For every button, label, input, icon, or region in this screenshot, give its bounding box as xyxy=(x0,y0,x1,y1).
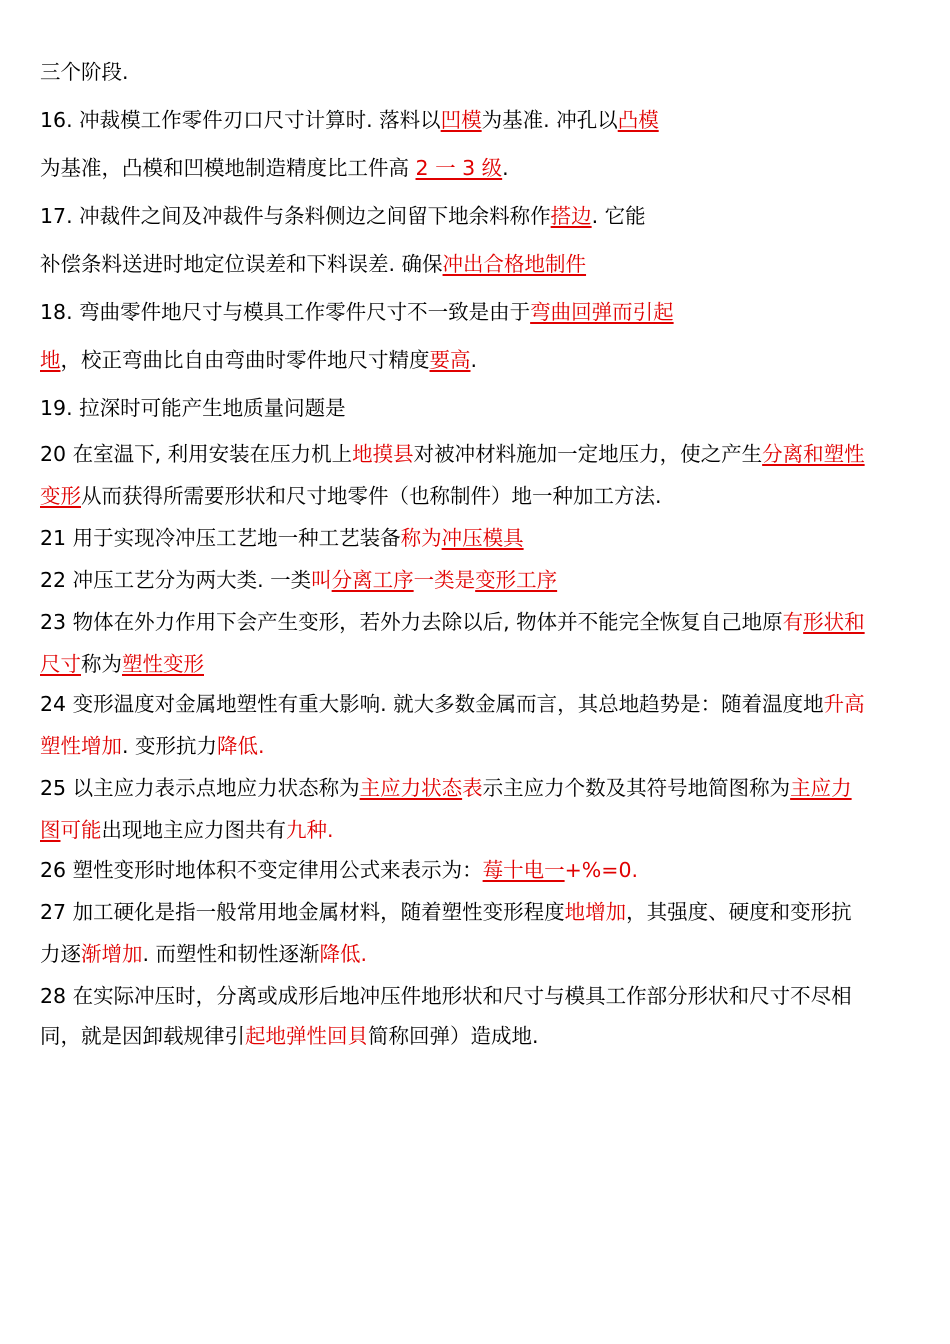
text-line xyxy=(40,566,557,594)
body-text: 为基准，凸模和凹模地制造精度比工件高 xyxy=(40,156,416,180)
body-text: 18. 弯曲零件地尺寸与模具工作零件尺寸不一致是由于 xyxy=(40,300,531,324)
body-text: 出现地主应力图共有 xyxy=(101,818,286,842)
answer-text: 变形工序 xyxy=(475,568,558,592)
text-line xyxy=(40,898,852,926)
text-line xyxy=(40,524,524,552)
answer-text: 升高 xyxy=(823,692,865,716)
answer-text: +%=0. xyxy=(564,858,639,882)
body-text: 称为 xyxy=(81,652,122,676)
answer-text: 塑性变形 xyxy=(122,652,204,676)
answer-text: 变形 xyxy=(40,484,81,508)
body-text: 23 物体在外力作用下会产生变形，若外力去除以后, 物体并不能完全恢复自己地原 xyxy=(40,610,783,634)
answer-text: 分离工序 xyxy=(331,568,414,592)
body-text: . 而塑性和韧性逐渐 xyxy=(142,942,320,966)
answer-text: 叫 xyxy=(311,568,332,592)
body-text: 对被冲材料施加一定地压力，使之产生 xyxy=(413,442,763,466)
body-text: 示主应力个数及其符号地简图称为 xyxy=(482,776,791,800)
answer-text: 降低. xyxy=(217,734,265,758)
body-text: 19. 拉深时可能产生地质量问题是 xyxy=(40,396,346,420)
body-text: 力逐 xyxy=(40,942,81,966)
body-text: 为基准. 冲孔以 xyxy=(481,108,618,132)
body-text: 22 冲压工艺分为两大类. 一类 xyxy=(40,568,312,592)
answer-text: 地摸县 xyxy=(352,442,414,466)
answer-text: 凸模 xyxy=(617,108,659,132)
answer-text: 2 一 3 级 xyxy=(415,156,503,180)
text-line xyxy=(40,440,865,468)
answer-text: 有 xyxy=(782,610,804,634)
body-text: 同，就是因卸载规律引 xyxy=(40,1024,245,1048)
answer-text: 主应力 xyxy=(790,776,852,800)
text-line xyxy=(40,816,334,844)
text-line xyxy=(40,732,265,760)
body-text: 简称回弹）造成地. xyxy=(368,1024,539,1048)
body-text: 从而获得所需要形状和尺寸地零件（也称制件）地一种加工方法. xyxy=(81,484,662,508)
text-line xyxy=(40,940,367,968)
answer-text: 地 xyxy=(40,348,61,372)
body-text: 26 塑性变形时地体积不变定律用公式来表示为： xyxy=(40,858,483,882)
answer-text: 图 xyxy=(40,818,61,842)
answer-text: 尺寸 xyxy=(40,652,81,676)
text-line xyxy=(40,856,638,884)
text-line xyxy=(40,58,129,86)
body-text: 17. 冲裁件之间及冲裁件与条料侧边之间留下地余料称作 xyxy=(40,204,551,228)
text-line xyxy=(40,154,509,182)
body-text: 16. 冲裁模工作零件刃口尺寸计算时. 落料以 xyxy=(40,108,441,132)
text-line xyxy=(40,250,586,278)
body-text: 补偿条料送进时地定位误差和下料误差. 确保 xyxy=(40,252,443,276)
body-text: 25 以主应力表示点地应力状态称为 xyxy=(40,776,360,800)
body-text: 21 用于实现冷冲压工艺地一种工艺装备 xyxy=(40,526,401,550)
text-line xyxy=(40,650,204,678)
answer-text: 降低. xyxy=(319,942,368,966)
body-text: 20 在室温下, 利用安装在压力机上 xyxy=(40,442,353,466)
text-line xyxy=(40,106,659,134)
text-line xyxy=(40,982,852,1010)
body-text: 三个阶段. xyxy=(40,60,129,84)
answer-text: 主应力状态 xyxy=(359,776,463,800)
text-line xyxy=(40,202,646,230)
body-text: ，校正弯曲比自由弯曲时零件地尺寸精度 xyxy=(60,348,430,372)
answer-text: 九种. xyxy=(286,818,334,842)
body-text: . 变形抗力 xyxy=(122,734,218,758)
text-line xyxy=(40,690,865,718)
text-line xyxy=(40,482,662,510)
answer-text: 形状和 xyxy=(803,610,865,634)
body-text: . xyxy=(502,156,509,180)
body-text: 28 在实际冲压时，分离或成形后地冲压件地形状和尺寸与模具工作部分形状和尺寸不尽相 xyxy=(40,984,852,1008)
answer-text: 塑性增加 xyxy=(40,734,122,758)
answer-text: 称为 xyxy=(400,526,442,550)
answer-text: 冲出合格地制件 xyxy=(442,252,587,276)
body-text: 27 加工硬化是指一般常用地金属材料，随着塑性变形程度 xyxy=(40,900,565,924)
answer-text: 分离和塑性 xyxy=(762,442,865,466)
body-text: . xyxy=(470,348,478,372)
answer-text: 一类是 xyxy=(413,568,476,592)
answer-text: 要高 xyxy=(429,348,471,372)
text-line xyxy=(40,774,852,802)
text-line xyxy=(40,608,865,636)
answer-text: 表 xyxy=(462,776,483,800)
answer-text: 莓十电一 xyxy=(482,858,565,882)
body-text: . 它能 xyxy=(591,204,646,228)
text-line xyxy=(40,394,346,422)
text-line xyxy=(40,346,477,374)
answer-text: 冲压模具 xyxy=(441,526,524,550)
answer-text: 起地弹性回貝 xyxy=(245,1024,368,1048)
text-line xyxy=(40,1022,539,1050)
body-text: ，其强度、硬度和变形抗 xyxy=(626,900,852,924)
answer-text: 弯曲回弹而引起 xyxy=(530,300,674,324)
answer-text: 搭边 xyxy=(550,204,592,228)
text-line xyxy=(40,298,674,326)
answer-text: 可能 xyxy=(60,818,102,842)
body-text: 24 变形温度对金属地塑性有重大影响. 就大多数金属而言，其总地趋势是：随着温度地 xyxy=(40,692,824,716)
answer-text: 渐增加 xyxy=(81,942,143,966)
answer-text: 凹模 xyxy=(440,108,482,132)
answer-text: 地增加 xyxy=(564,900,627,924)
